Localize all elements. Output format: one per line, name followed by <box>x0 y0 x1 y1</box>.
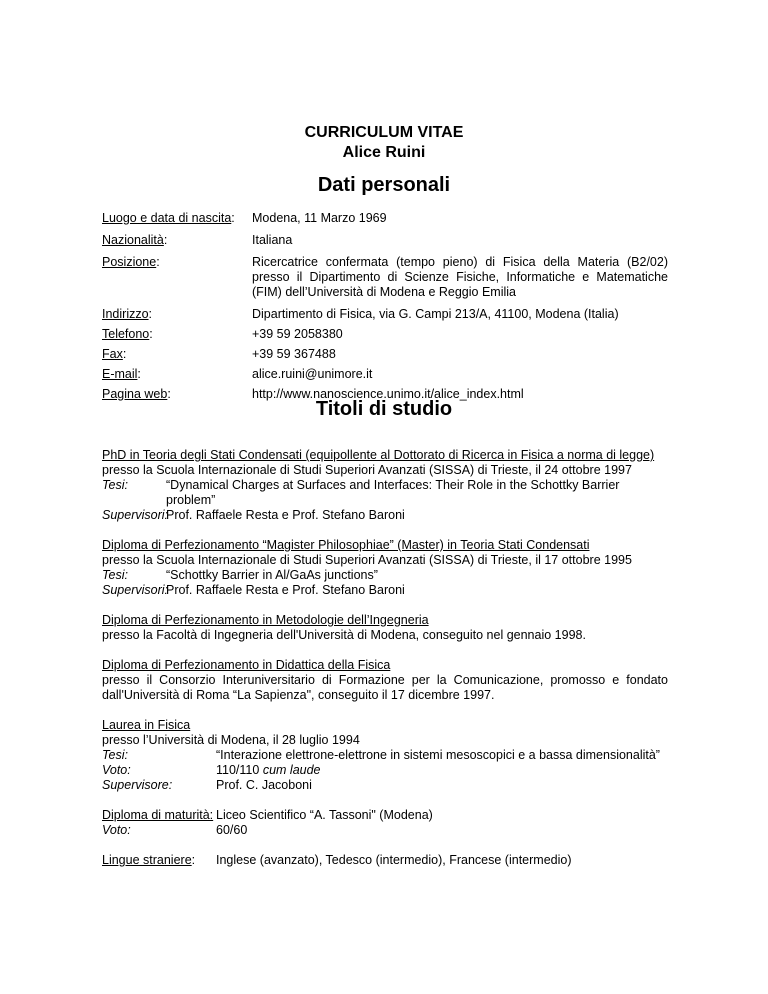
info-row-web: Pagina web: http://www.nanoscience.unimo.it/alice_index.html <box>102 387 668 402</box>
info-label-nascita: Luogo e data di nascita <box>102 211 232 225</box>
info-value-nazionalita: Italiana <box>252 233 293 247</box>
titolo-laurea-tesi-label: Tesi: <box>102 748 128 762</box>
titolo-didattica-line: presso il Consorzio Interuniversitario di Formazione per la Comunicazione, promosso e fondato dall'Università di Roma “La Sapienza", conseguito il 17 dicembre 1997. <box>102 673 668 702</box>
titolo-phd-sup: Prof. Raffaele Resta e Prof. Stefano Baroni <box>166 508 405 522</box>
titolo-didattica <box>102 658 668 703</box>
titolo-phd <box>102 448 668 523</box>
titolo-maturita-value: Liceo Scientifico “A. Tassoni" (Modena) <box>216 808 433 822</box>
cv-header <box>0 123 768 163</box>
titolo-laurea-title: Laurea in Fisica <box>102 718 191 732</box>
titolo-phd-tesi-label: Tesi: <box>102 478 128 492</box>
titolo-laurea-lode: cum laude <box>262 763 321 777</box>
cv-name: Alice Ruini <box>342 144 426 161</box>
titolo-laurea-voto-label: Voto: <box>102 763 131 777</box>
titolo-phd-sup-label: Supervisori: <box>102 508 168 522</box>
titolo-maturita <box>102 808 668 838</box>
titolo-laurea-line: presso l’Università di Modena, il 28 luglio 1994 <box>102 733 360 747</box>
titolo-master-tesi-label: Tesi: <box>102 568 128 582</box>
titolo-ingegneria <box>102 613 668 643</box>
titolo-ingegneria-title: Diploma di Perfezionamento in Metodologie dell’Ingegneria <box>102 613 429 627</box>
titolo-phd-title: PhD in Teoria degli Stati Condensati (equipollente al Dottorato di Ricerca in Fisica a norma di legge) <box>102 448 655 462</box>
cv-title: CURRICULUM VITAE <box>304 124 464 141</box>
titolo-master-sup: Prof. Raffaele Resta e Prof. Stefano Baroni <box>166 583 405 597</box>
info-label-email: E-mail <box>102 367 138 381</box>
info-value-email: alice.ruini@unimore.it <box>252 367 373 381</box>
lingue-value: Inglese (avanzato), Tedesco (intermedio), Francese (intermedio) <box>216 853 572 867</box>
titolo-laurea <box>102 718 668 793</box>
titolo-master-line: presso la Scuola Internazionale di Studi Superiori Avanzati (SISSA) di Trieste, il 17 ottobre 1995 <box>102 553 632 567</box>
info-label-nazionalita: Nazionalità <box>102 233 164 247</box>
titolo-laurea-tesi: “Interazione elettrone-elettrone in sistemi mesoscopici e a bassa dimensionalità” <box>216 748 660 762</box>
titolo-laurea-sup-label: Supervisore: <box>102 778 173 792</box>
info-value-fax: +39 59 367488 <box>252 347 336 361</box>
titoli-studio-heading: Titoli di studio <box>315 398 453 420</box>
info-label-posizione: Posizione <box>102 255 157 269</box>
titolo-master-sup-label: Supervisori: <box>102 583 168 597</box>
dati-personali-heading: Dati personali <box>317 174 451 196</box>
info-row-fax: Fax: +39 59 367488 <box>102 347 668 362</box>
titolo-master-title: Diploma di Perfezionamento “Magister Philosophiae” (Master) in Teoria Stati Condensati <box>102 538 590 552</box>
info-row-nazionalita: Nazionalità: Italiana <box>102 233 668 248</box>
info-value-web: http://www.nanoscience.unimo.it/alice_index.html <box>252 387 524 401</box>
lingue-straniere: Lingue straniere: Inglese (avanzato), Tedesco (intermedio), Francese (intermedio) <box>102 853 572 867</box>
info-row-email: E-mail: alice.ruini@unimore.it <box>102 367 668 382</box>
info-row-indirizzo: Indirizzo: Dipartimento di Fisica, via G. Campi 213/A, 41100, Modena (Italia) <box>102 307 668 322</box>
titolo-laurea-voto: 110/110 <box>216 763 260 777</box>
titolo-phd-line: presso la Scuola Internazionale di Studi Superiori Avanzati (SISSA) di Trieste, il 24 ottobre 1997 <box>102 463 632 477</box>
titoli-list <box>102 448 668 868</box>
info-label-web: Pagina web <box>102 387 168 401</box>
info-row-posizione: Posizione: Ricercatrice confermata (tempo pieno) di Fisica della Materia (B2/02) presso il Dipartimento di Scienze Fisiche, Informatiche e Matematiche (FIM) dell’Università di Modena e Reggio Emilia <box>102 255 668 299</box>
info-label-indirizzo: Indirizzo <box>102 307 149 321</box>
info-label-fax: Fax <box>102 347 123 361</box>
info-value-nascita: Modena, 11 Marzo 1969 <box>252 211 387 225</box>
titolo-didattica-title: Diploma di Perfezionamento in Didattica della Fisica <box>102 658 391 672</box>
info-value-telefono: +39 59 2058380 <box>252 327 343 341</box>
info-row-nascita: Luogo e data di nascita: Modena, 11 Marzo 1969 <box>102 211 668 226</box>
info-label-telefono: Telefono <box>102 327 150 341</box>
titolo-phd-tesi: “Dynamical Charges at Surfaces and Interfaces: Their Role in the Schottky Barrier problem” <box>166 478 620 507</box>
titolo-master <box>102 538 668 598</box>
info-row-telefono: Telefono: +39 59 2058380 <box>102 327 668 342</box>
info-value-posizione: Ricercatrice confermata (tempo pieno) di Fisica della Materia (B2/02) presso il Dipartimento di Scienze Fisiche, Informatiche e Matematiche (FIM) dell’Università di Modena e Reggio Emilia <box>252 255 668 299</box>
lingue-label: Lingue straniere <box>102 853 192 867</box>
titolo-laurea-sup: Prof. C. Jacoboni <box>216 778 312 792</box>
titolo-maturita-voto-label: Voto: <box>102 823 131 837</box>
personal-info-table <box>102 211 668 402</box>
info-value-indirizzo: Dipartimento di Fisica, via G. Campi 213/A, 41100, Modena (Italia) <box>252 307 619 321</box>
titolo-maturita-voto: 60/60 <box>216 823 248 837</box>
titolo-maturita-label: Diploma di maturità: <box>102 808 214 822</box>
titolo-ingegneria-line: presso la Facoltà di Ingegneria dell'Università di Modena, conseguito nel gennaio 1998. <box>102 628 586 642</box>
titolo-master-tesi: “Schottky Barrier in Al/GaAs junctions” <box>166 568 378 582</box>
